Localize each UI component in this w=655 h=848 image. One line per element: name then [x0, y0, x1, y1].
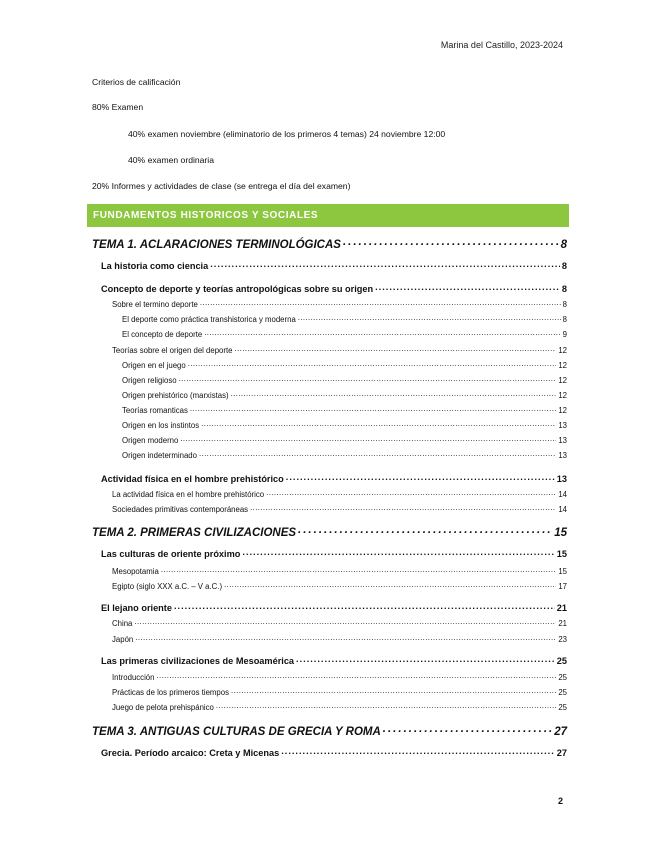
toc-entry[interactable]: [122, 360, 567, 370]
toc-dot-leader: [179, 375, 557, 383]
toc-entry[interactable]: [112, 489, 567, 499]
toc-entry-title: Las primeras civilizaciones de Mesoamérica: [101, 656, 295, 667]
toc-entry-title: Concepto de deporte y teorías antropológicas sobre su origen: [101, 284, 374, 295]
toc-entry[interactable]: [112, 702, 567, 712]
toc-entry-page: 13: [556, 474, 567, 485]
toc-entry-page: 23: [558, 634, 567, 644]
toc-entry-title: Sobre el termino deporte: [112, 299, 198, 309]
toc-entry[interactable]: [112, 566, 567, 576]
toc-entry-title: Egipto (siglo XXX a.C. – V a.C.): [112, 581, 223, 591]
criteria-exam: 80% Examen: [92, 102, 144, 112]
toc-entry-page: 8: [562, 299, 567, 309]
toc-entry-page: 21: [556, 603, 567, 614]
toc-entry[interactable]: [101, 602, 567, 613]
toc-entry[interactable]: [112, 504, 567, 514]
toc-dot-leader: [204, 329, 560, 337]
toc-dot-leader: [134, 618, 556, 626]
toc-entry[interactable]: [112, 672, 567, 682]
toc-dot-leader: [180, 435, 556, 443]
toc-dot-leader: [174, 602, 555, 611]
toc-entry-title: Origen prehistórico (marxistas): [122, 390, 229, 400]
criteria-title: Criterios de calificación: [92, 77, 181, 87]
toc-dot-leader: [216, 702, 556, 710]
toc-dot-leader: [231, 390, 557, 398]
toc-entry-title: Teorías romanticas: [122, 405, 188, 415]
toc-entry-title: Origen moderno: [122, 435, 179, 445]
toc-entry-page: 13: [558, 450, 567, 460]
toc-entry-page: 14: [558, 489, 567, 499]
toc-entry[interactable]: [112, 345, 567, 355]
toc-entry-title: Japón: [112, 634, 134, 644]
toc-entry[interactable]: [101, 473, 567, 484]
toc-entry-title: Origen indeterminado: [122, 450, 197, 460]
toc-entry-title: El concepto de deporte: [122, 329, 203, 339]
toc-entry-title: Origen en los instintos: [122, 420, 200, 430]
toc-dot-leader: [199, 450, 556, 458]
toc-entry[interactable]: [101, 747, 567, 758]
toc-entry-page: 12: [558, 390, 567, 400]
toc-entry-page: 8: [560, 238, 567, 251]
toc-entry[interactable]: [112, 687, 567, 697]
toc-dot-leader: [266, 489, 556, 497]
toc-dot-leader: [286, 473, 555, 482]
toc-entry[interactable]: [122, 450, 567, 460]
toc-entry[interactable]: [112, 618, 567, 628]
toc-entry-page: 27: [554, 725, 567, 738]
toc-entry-title: La actividad física en el hombre prehistórico: [112, 489, 265, 499]
toc-entry[interactable]: [101, 548, 567, 559]
toc-entry-page: 14: [558, 504, 567, 514]
toc-entry-page: 13: [558, 435, 567, 445]
toc-dot-leader: [156, 672, 556, 680]
toc-dot-leader: [250, 504, 556, 512]
toc-entry[interactable]: [122, 375, 567, 385]
toc-entry[interactable]: [122, 329, 567, 339]
header-author: Marina del Castillo, 2023-2024: [440, 40, 563, 50]
toc-entry[interactable]: [122, 314, 567, 324]
toc-entry-title: Origen religioso: [122, 375, 177, 385]
toc-entry-page: 8: [562, 314, 567, 324]
toc-entry-page: 8: [561, 284, 567, 295]
toc-entry-title: Sociedades primitivas contemporáneas: [112, 504, 249, 514]
toc-entry-title: Introducción: [112, 672, 155, 682]
toc-entry-title: Las culturas de oriente próximo: [101, 549, 241, 560]
toc-entry-page: 17: [558, 581, 567, 591]
toc-entry[interactable]: [122, 405, 567, 415]
section-band-label: FUNDAMENTOS HISTORICOS Y SOCIALES: [93, 210, 319, 221]
toc-entry-page: 15: [554, 526, 567, 539]
toc-entry-title: El lejano oriente: [101, 603, 172, 614]
toc-entry[interactable]: [112, 581, 567, 591]
toc-entry-page: 8: [561, 261, 567, 272]
toc-dot-leader: [383, 723, 552, 735]
toc-entry-title: TEMA 3. ANTIGUAS CULTURAS DE GRECIA Y ROMA: [92, 725, 381, 738]
toc-entry[interactable]: [122, 435, 567, 445]
toc-entry-page: 15: [556, 549, 567, 560]
toc-dot-leader: [190, 405, 556, 413]
toc-dot-leader: [201, 420, 556, 428]
toc-entry-page: 12: [558, 405, 567, 415]
toc-entry-title: TEMA 2. PRIMERAS CIVILIZACIONES: [92, 526, 297, 539]
toc-entry[interactable]: [92, 236, 567, 251]
toc-entry-page: 21: [558, 618, 567, 628]
toc-entry-page: 9: [562, 329, 567, 339]
criteria-reports: 20% Informes y actividades de clase (se entrega el día del examen): [92, 181, 351, 191]
toc-entry-page: 25: [558, 672, 567, 682]
toc-dot-leader: [231, 687, 556, 695]
criteria-exam-ordinary: 40% examen ordinaria: [128, 155, 214, 165]
toc-entry[interactable]: [92, 723, 567, 738]
criteria-exam-november: 40% examen noviembre (eliminatorio de los primeros 4 temas) 24 noviembre 12:00: [128, 129, 446, 139]
toc-entry-title: La historia como ciencia: [101, 261, 209, 272]
toc-entry-title: Mesopotamia: [112, 566, 159, 576]
toc-entry-page: 25: [558, 702, 567, 712]
toc-dot-leader: [242, 548, 554, 557]
toc-entry-title: China: [112, 618, 133, 628]
toc-entry[interactable]: [101, 283, 567, 294]
toc-entry-title: Teorías sobre el origen del deporte: [112, 345, 233, 355]
toc-dot-leader: [343, 236, 559, 248]
toc-entry[interactable]: [92, 524, 567, 539]
toc-entry-title: El deporte como práctica transhistorica y moderna: [122, 314, 296, 324]
toc-entry-title: TEMA 1. ACLARACIONES TERMINOLÓGICAS: [92, 238, 341, 251]
toc-dot-leader: [224, 581, 556, 589]
section-band: [87, 204, 569, 227]
toc-entry-title: Origen en el juego: [122, 360, 186, 370]
toc-entry-page: 12: [558, 360, 567, 370]
toc-dot-leader: [298, 314, 561, 322]
toc-dot-leader: [135, 634, 556, 642]
toc-dot-leader: [200, 299, 561, 307]
toc-entry-title: Grecia. Período arcaico: Creta y Micenas: [101, 748, 280, 759]
toc-entry-page: 12: [558, 375, 567, 385]
toc-entry-page: 25: [556, 656, 567, 667]
toc-entry[interactable]: [101, 260, 567, 271]
toc-entry-page: 12: [558, 345, 567, 355]
toc-dot-leader: [210, 260, 560, 269]
page-number: 2: [557, 796, 563, 806]
toc-dot-leader: [188, 360, 557, 368]
toc-entry[interactable]: [112, 299, 567, 309]
toc-entry-page: 27: [556, 748, 567, 759]
toc-entry-title: Actividad física en el hombre prehistórico: [101, 474, 284, 485]
toc-entry[interactable]: [122, 420, 567, 430]
toc-entry-title: Prácticas de los primeros tiempos: [112, 687, 229, 697]
toc-entry-page: 13: [558, 420, 567, 430]
toc-entry-title: Juego de pelota prehispánico: [112, 702, 214, 712]
toc-dot-leader: [375, 283, 560, 292]
toc-entry[interactable]: [112, 634, 567, 644]
toc-entry[interactable]: [122, 390, 567, 400]
toc-dot-leader: [161, 566, 557, 574]
toc-entry-page: 15: [558, 566, 567, 576]
toc-dot-leader: [235, 345, 557, 353]
toc-entry[interactable]: [101, 655, 567, 666]
toc-dot-leader: [281, 747, 555, 756]
toc-entry-page: 25: [558, 687, 567, 697]
toc-dot-leader: [298, 524, 552, 536]
toc-dot-leader: [296, 655, 555, 664]
